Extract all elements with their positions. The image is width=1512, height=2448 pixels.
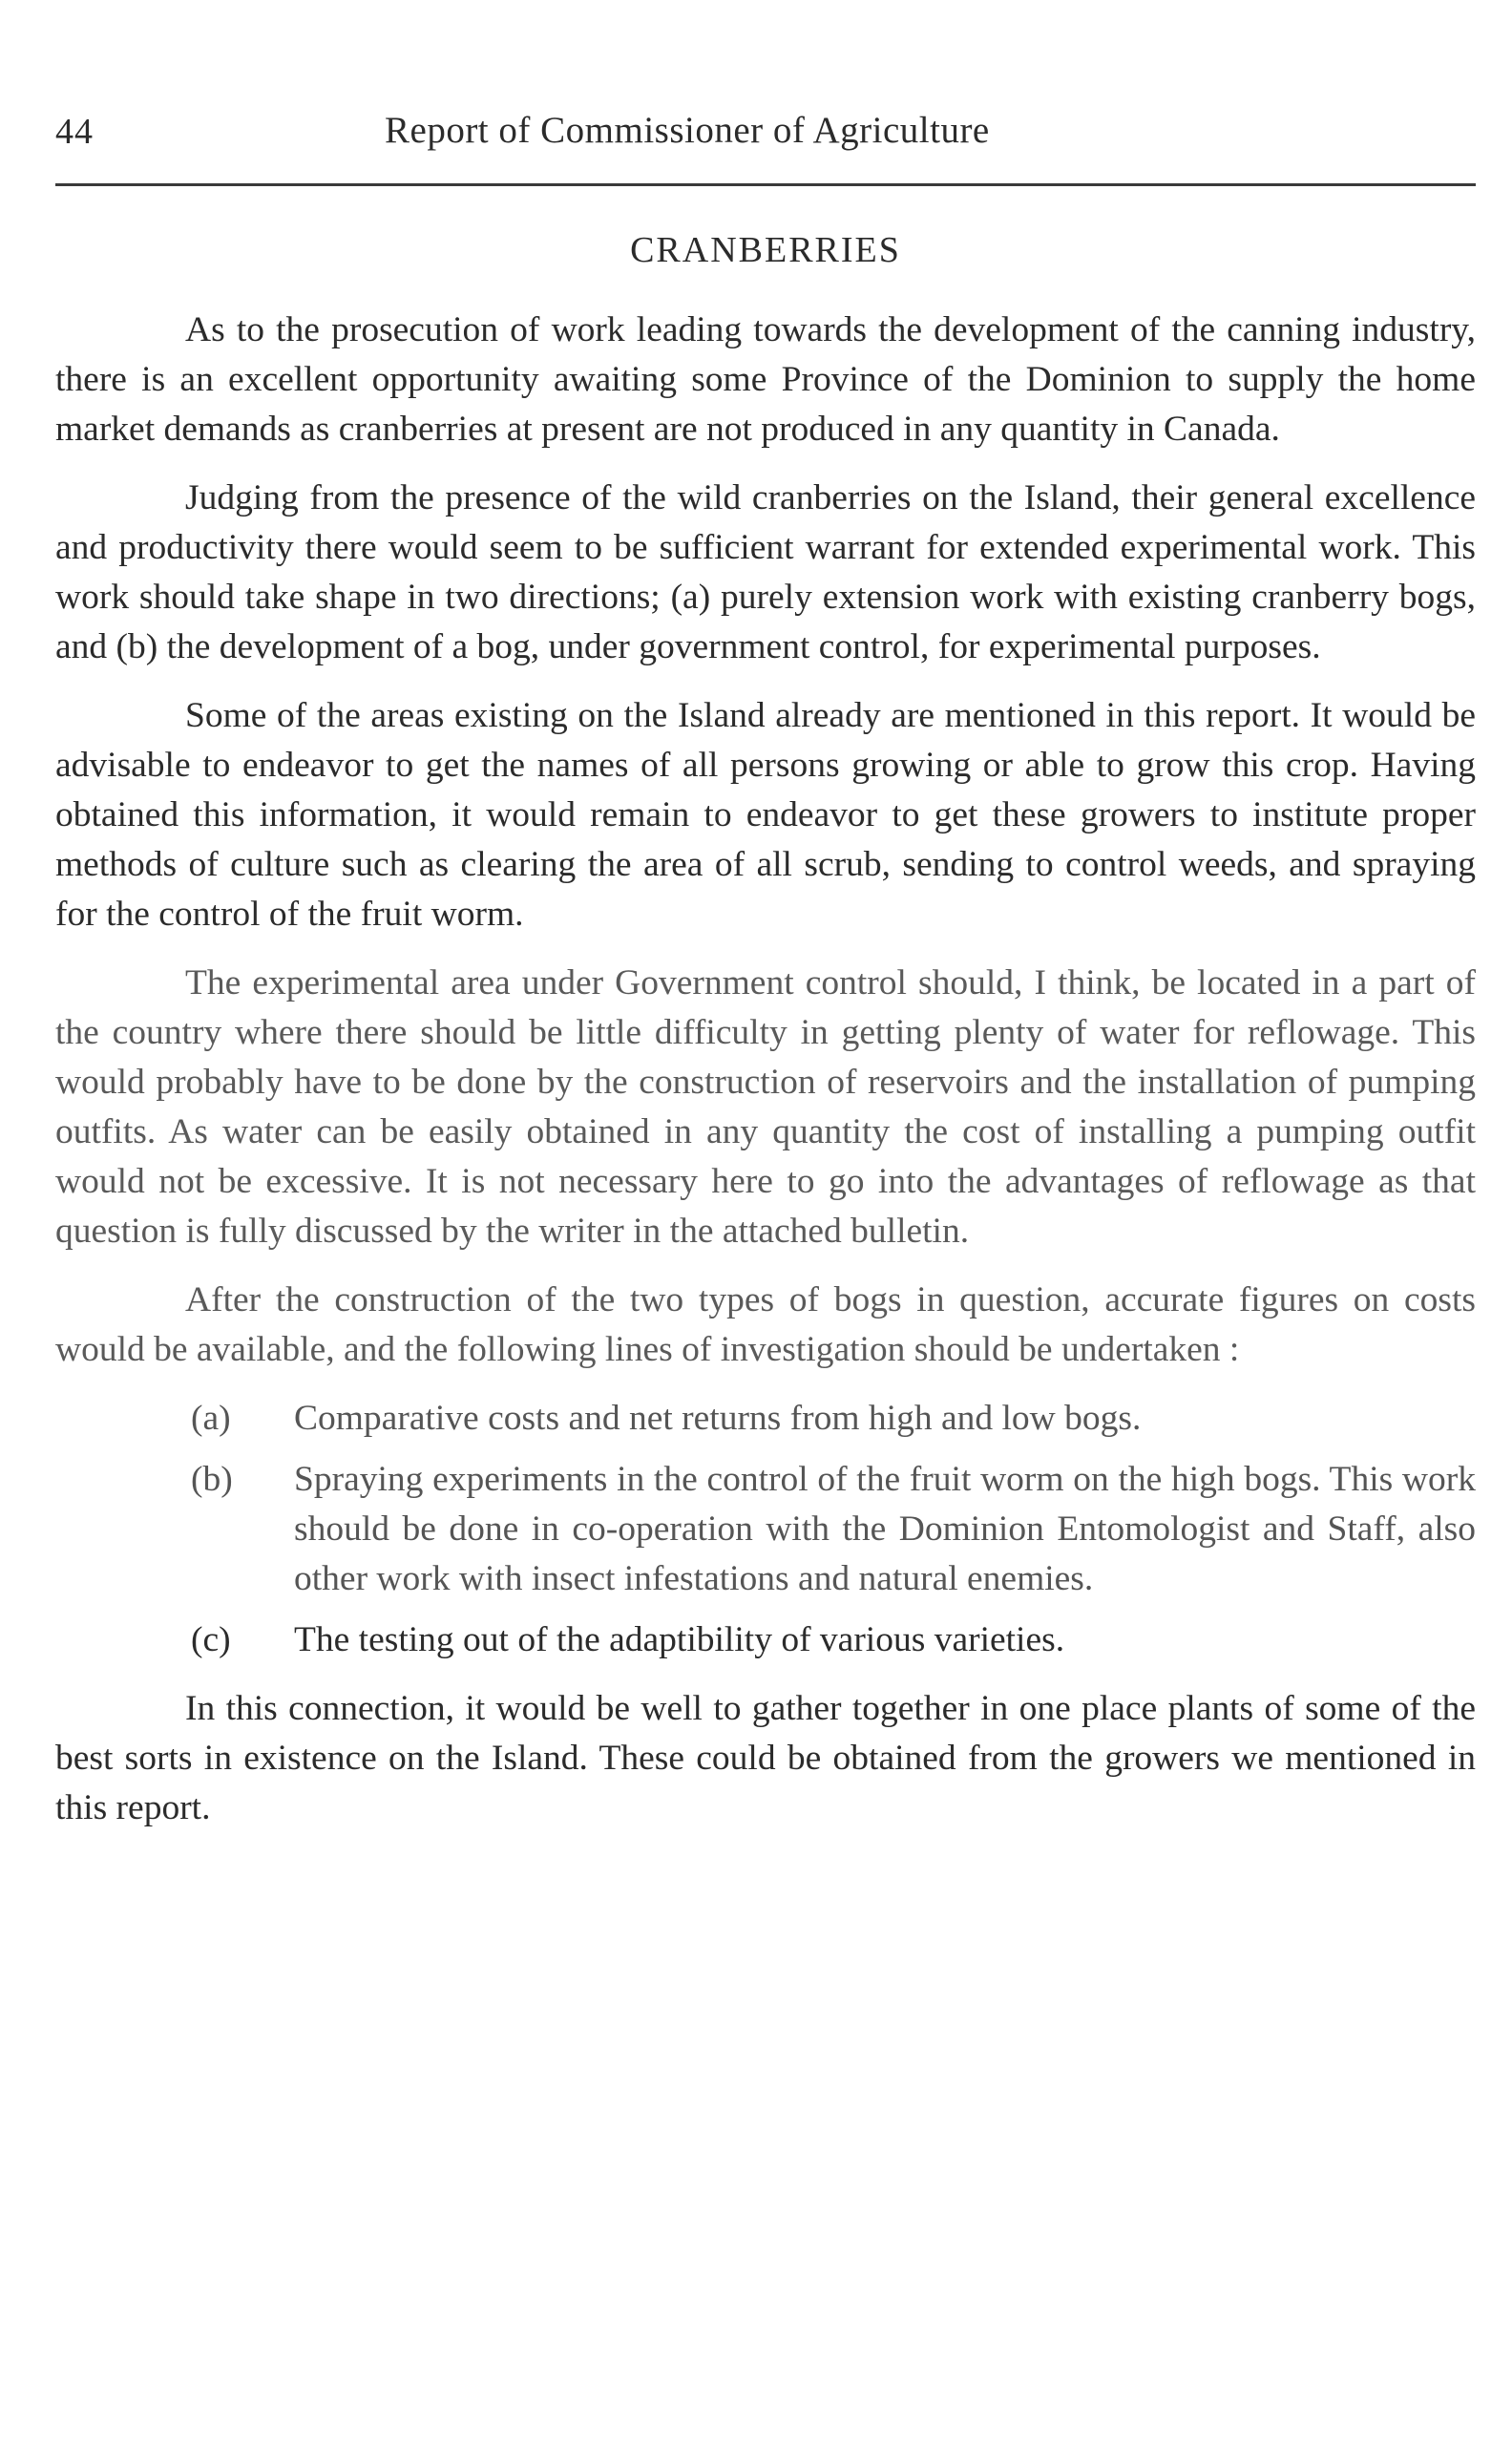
paragraph-canning-industry: As to the prosecution of work leading towards the development of the canning industry, there is an excellent opportunity awaiting some Province of the Dominion to supply the home market demands as cranberries at present are not produced in any quantity in Canada. [55, 310, 1476, 449]
list-marker: (c) [191, 1620, 231, 1659]
paragraph-existing-areas: Some of the areas existing on the Island already are mentioned in this report. It would be advisable to endeavor to get the names of all persons growing or able to grow this crop. Having obtained this information, it would remain to endeavor to get these growers to institute proper methods of culture such as clearing the area of all scrub, sending to control weeds, and spraying for the control of the fruit worm. [55, 696, 1476, 934]
list-item [55, 1394, 1476, 1444]
list-item [55, 1615, 1476, 1665]
list-item-text: The testing out of the adaptibility of various varieties. [294, 1620, 1065, 1659]
paragraph-investigation-lines: After the construction of the two types of bogs in question, accurate figures on costs would be available, and the following lines of investigation should be undertaken : [55, 1280, 1476, 1369]
list-marker: (b) [191, 1460, 233, 1499]
paragraph-experimental-area: The experimental area under Government control should, I think, be located in a part of the country where there should be little difficulty in getting plenty of water for reflowage. This would probably have to be done by the construction of reservoirs and the installation of pumping outfits. As water can be easily obtained in any quantity the cost of installing a pumping outfit would not be excessive. It is not necessary here to go into the advantages of reflowage as that question is fully discussed by the writer in the attached bulletin. [55, 963, 1476, 1251]
list-item-text: Comparative costs and net returns from high and low bogs. [294, 1399, 1142, 1438]
page-number: 44 [55, 112, 94, 152]
list-item-text: Spraying experiments in the control of the fruit worm on the high bogs. This work should be done in co-operation with the Dominion Entomologist and Staff, also other work with insect infestations and natural enemies. [294, 1460, 1476, 1598]
section-title: CRANBERRIES [630, 230, 901, 270]
page-header [55, 103, 1478, 160]
running-title: Report of Commissioner of Agriculture [385, 110, 990, 151]
body-text [55, 306, 1476, 1852]
investigation-list [55, 1394, 1476, 1665]
paragraph-wild-cranberries: Judging from the presence of the wild cranberries on the Island, their general excellence and productivity there would seem to be sufficient warrant for extended experimental work. This work should take shape in two directions; (a) purely extension work with existing cranberry bogs, and (b) the development of a bog, under government control, for experimental purposes. [55, 478, 1476, 666]
header-rule [55, 183, 1476, 186]
list-item [55, 1455, 1476, 1604]
list-marker: (a) [191, 1399, 231, 1438]
paragraph-closing: In this connection, it would be well to gather together in one place plants of some of the best sorts in existence on the Island. These could be obtained from the growers we mentioned in this report. [55, 1689, 1476, 1827]
